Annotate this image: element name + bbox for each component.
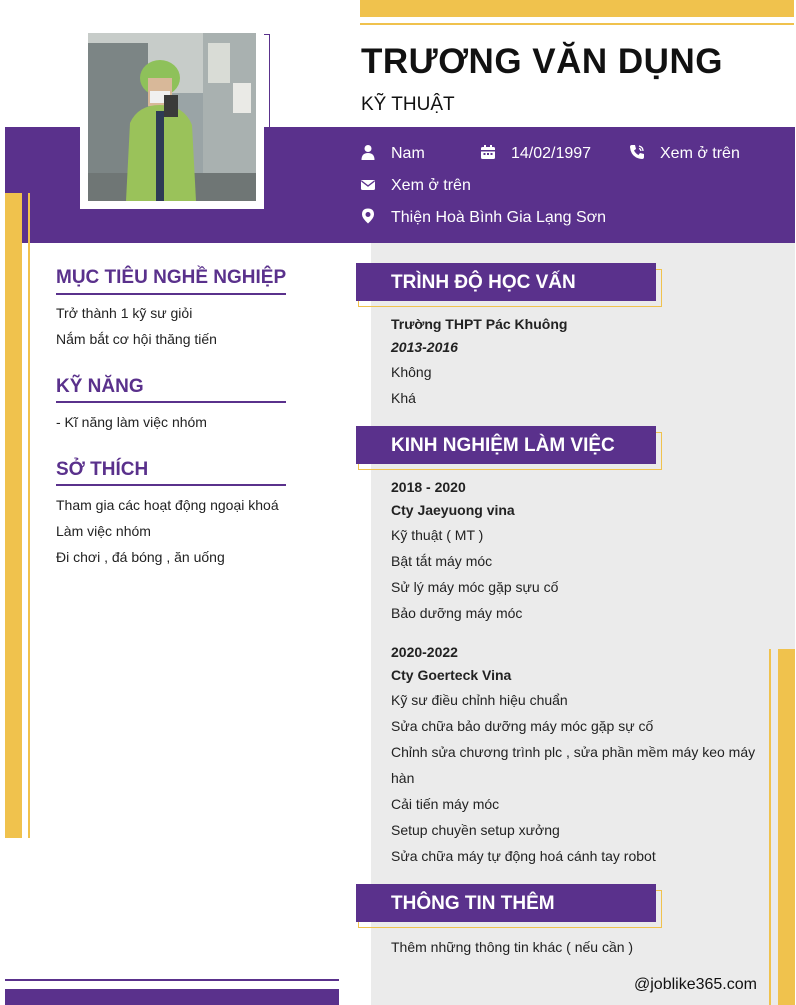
education-major: Không [391,364,432,380]
objective-line: Nắm bắt cơ hội thăng tiến [56,331,217,347]
hobby-line: Tham gia các hoạt động ngoại khoá [56,497,279,513]
job-duty: Kỹ thuật ( MT ) [391,527,484,543]
experience-heading: KINH NGHIỆM LÀM VIỆC [391,435,615,456]
birthday-value: 14/02/1997 [511,145,592,162]
right-accent-line [769,649,771,1005]
objective-heading: MỤC TIÊU NGHỀ NGHIỆP [56,267,287,288]
envelope-icon [360,177,376,198]
job-duty: Sử lý máy móc gặp sựu cố [391,579,559,595]
bottom-accent-line [5,979,339,981]
address-value: Thiện Hoà Bình Gia Lạng Sơn [391,209,607,226]
job-duty: Kỹ sư điều chỉnh hiệu chuẩn [391,692,568,708]
calendar-icon [480,144,496,165]
left-accent-bar [5,193,22,838]
bottom-accent-bar [5,989,339,1005]
job-duty: Chỉnh sửa chương trình plc , sửa phần mềm máy keo máy hàn [391,744,756,786]
job-duty: Bảo dưỡng máy móc [391,605,523,621]
map-pin-icon [360,208,376,229]
profile-photo [88,33,256,201]
education-grade: Khá [391,390,416,406]
job-duty: Cải tiến máy móc [391,796,500,812]
additional-heading: THÔNG TIN THÊM [391,893,555,914]
phone-icon [629,144,645,165]
top-accent-line [360,23,794,25]
additional-text: Thêm những thông tin khác ( nếu cần ) [391,939,634,955]
skills-divider [56,401,286,403]
candidate-name: TRƯƠNG VĂN DỤNG [361,42,723,81]
school-name: Trường THPT Pác Khuông [391,316,568,332]
job-duty: Setup chuyền setup xưởng [391,822,560,838]
objective-line: Trở thành 1 kỹ sư giỏi [56,305,193,321]
top-accent-bar [360,0,794,17]
gender-value: Nam [391,145,425,162]
education-heading: TRÌNH ĐỘ HỌC VẤN [391,272,576,293]
hobbies-heading: SỞ THÍCH [56,459,149,480]
right-accent-bar [778,649,795,1005]
left-accent-line [28,193,30,838]
job-company: Cty Jaeyuong vina [391,502,515,518]
skills-heading: KỸ NĂNG [56,376,144,397]
job-duty: Sửa chữa máy tự động hoá cánh tay robot [391,848,656,864]
user-icon [360,144,376,165]
job-period: 2018 - 2020 [391,479,466,495]
skill-line: - Kĩ năng làm việc nhóm [56,414,207,430]
job-duty: Bật tắt máy móc [391,553,493,569]
hobbies-divider [56,484,286,486]
school-years: 2013-2016 [391,339,458,355]
job-duty: Sửa chữa bảo dưỡng máy móc gặp sự cố [391,718,654,734]
phone-value: Xem ở trên [660,145,740,162]
hobby-line: Đi chơi , đá bóng , ăn uống [56,549,225,565]
job-period: 2020-2022 [391,644,458,660]
candidate-position: KỸ THUẬT [361,94,455,115]
job-company: Cty Goerteck Vina [391,667,512,683]
email-value: Xem ở trên [391,177,471,194]
watermark: @joblike365.com [634,976,757,993]
objective-divider [56,293,286,295]
hobby-line: Làm việc nhóm [56,523,151,539]
